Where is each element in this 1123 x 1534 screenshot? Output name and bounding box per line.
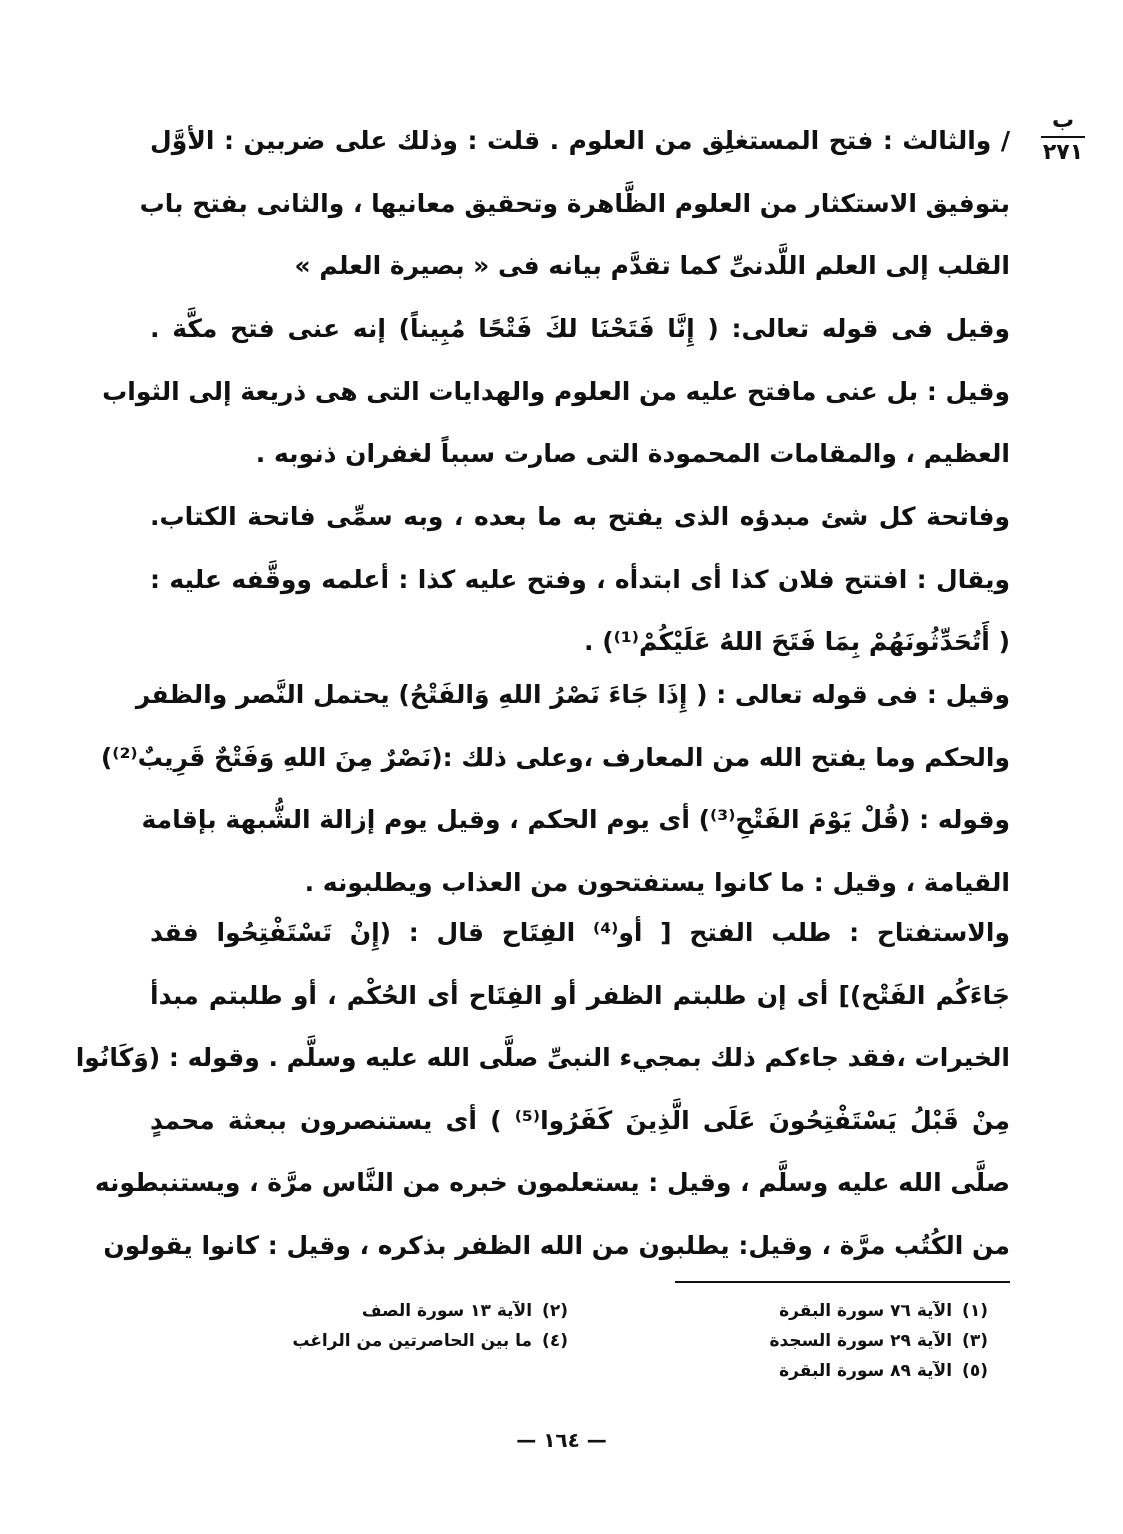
footnote-4 bbox=[148, 1326, 568, 1356]
text-line: وفاتحة كل شئ مبدؤه الذى يفتح به ما بعده ، وبه سمِّى فاتحة الكتاب. bbox=[150, 502, 1010, 531]
footnote-3 bbox=[568, 1326, 988, 1356]
text-line: الخيرات ،فقد جاءكم ذلك بمجيء النبىِّ صلَّى الله عليه وسلَّم . وقوله : (وَكَانُوا bbox=[75, 1043, 1010, 1072]
footnote-number: (٢) bbox=[542, 1301, 568, 1321]
text-line: القيامة ، وقيل : ما كانوا يستفتحون من العذاب ويطلبونه . bbox=[304, 867, 1010, 897]
footnote-row bbox=[148, 1296, 988, 1326]
footnote-1 bbox=[568, 1296, 988, 1326]
manuscript-folio-marker bbox=[1033, 110, 1093, 164]
text-line: / والثالث : فتح المستغلِق من العلوم . قلت : وذلك على ضربين : الأوَّل bbox=[150, 126, 1010, 155]
footnote-text: الآية ٢٩ سورة السجدة bbox=[769, 1331, 953, 1351]
text-line: وقيل فى قوله تعالى: ( إِنَّا فَتَحْنَا لكَ فَتْحًا مُبِيناً) إنه عنى فتح مكَّة . bbox=[150, 314, 1010, 343]
text-line: والحكم وما يفتح الله من المعارف ،وعلى ذلك :(نَصْرٌ مِنَ اللهِ وَفَتْحٌ قَرِيبٌ⁽²⁾) bbox=[100, 742, 1010, 772]
text-line: ( أَتُحَدِّثُونَهُمْ بِمَا فَتَحَ اللهُ عَلَيْكُمْ⁽¹⁾) . bbox=[584, 627, 1010, 656]
text-line: من الكُتُب مرَّة ، وقيل: يطلبون من الله الظفر بذكره ، وقيل : كانوا يقولون bbox=[103, 1230, 1010, 1260]
text-line: صلَّى الله عليه وسلَّم ، وقيل : يستعلمون خبره من النَّاس مرَّة ، ويستنبطونه bbox=[94, 1168, 1010, 1197]
text-line: القلب إلى العلم اللَّدنىِّ كما تقدَّم بيانه فى « بصيرة العلم » bbox=[294, 251, 1010, 280]
folio-side: ب bbox=[1041, 110, 1085, 138]
text-line: العظيم ، والمقامات المحمودة التى صارت سبباً لغفران ذنوبه . bbox=[255, 439, 1010, 468]
text-line: وقيل : فى قوله تعالى : ( إِذَا جَاءَ نَصْرُ اللهِ وَالفَتْحُ) يحتمل النَّصر والظفر bbox=[135, 680, 1010, 709]
footnotes bbox=[148, 1296, 988, 1386]
page-number: — ١٦٤ — bbox=[516, 1428, 607, 1452]
folio-number: ٢٧١ bbox=[1042, 140, 1084, 165]
paragraph-4 bbox=[100, 664, 1010, 914]
footnote-row bbox=[148, 1356, 988, 1386]
footnote-2 bbox=[148, 1296, 568, 1326]
footnote-text: ما بين الحاصرتين من الراغب bbox=[292, 1331, 533, 1351]
footnote-number: (٣) bbox=[962, 1331, 988, 1351]
footnote-5 bbox=[568, 1356, 988, 1386]
footnote-number: (٥) bbox=[962, 1361, 988, 1381]
paragraph-5 bbox=[75, 902, 1010, 1277]
footnote-row bbox=[148, 1326, 988, 1356]
text-line: ويقال : افتتح فلان كذا أى ابتدأه ، وفتح عليه كذا : أعلمه ووقَّفه عليه : bbox=[150, 564, 1010, 594]
text-line: جَاءَكُم الفَتْح)] أى إن طلبتم الظفر أو الفِتَاح أى الحُكْم ، أو طلبتم مبدأ bbox=[150, 980, 1010, 1010]
text-line: بتوفيق الاستكثار من العلوم الظَّاهرة وتحقيق معانيها ، والثانى بفتح باب bbox=[139, 188, 1010, 218]
footnote-number: (١) bbox=[962, 1301, 988, 1321]
footnote-text: الآية ١٣ سورة الصف bbox=[361, 1301, 533, 1321]
footnote-text: الآية ٧٦ سورة البقرة bbox=[779, 1301, 953, 1321]
text-line: والاستفتاح : طلب الفتح [ أو⁽⁴⁾ الفِتَاح قال : (إِنْ تَسْتَفْتِحُوا فقد bbox=[150, 918, 1010, 947]
footnote-text: الآية ٨٩ سورة البقرة bbox=[779, 1361, 953, 1381]
text-line: وقيل : بل عنى مافتح عليه من العلوم والهدايات التى هى ذريعة إلى الثواب bbox=[102, 376, 1010, 406]
paragraph-3 bbox=[150, 486, 1010, 674]
paragraph-1 bbox=[139, 110, 1010, 298]
text-line: مِنْ قَبْلُ يَسْتَفْتِحُونَ عَلَى الَّذِينَ كَفَرُوا⁽⁵⁾ ) أى يستنصرون ببعثة محمدٍ bbox=[150, 1105, 1010, 1135]
footnote-divider bbox=[675, 1281, 1010, 1283]
text-line: وقوله : (قُلْ يَوْمَ الفَتْحِ⁽³⁾) أى يوم الحكم ، وقيل يوم إزالة الشُّبهة بإقامة bbox=[141, 805, 1010, 834]
paragraph-2 bbox=[102, 298, 1010, 486]
footnote-number: (٤) bbox=[542, 1331, 568, 1351]
